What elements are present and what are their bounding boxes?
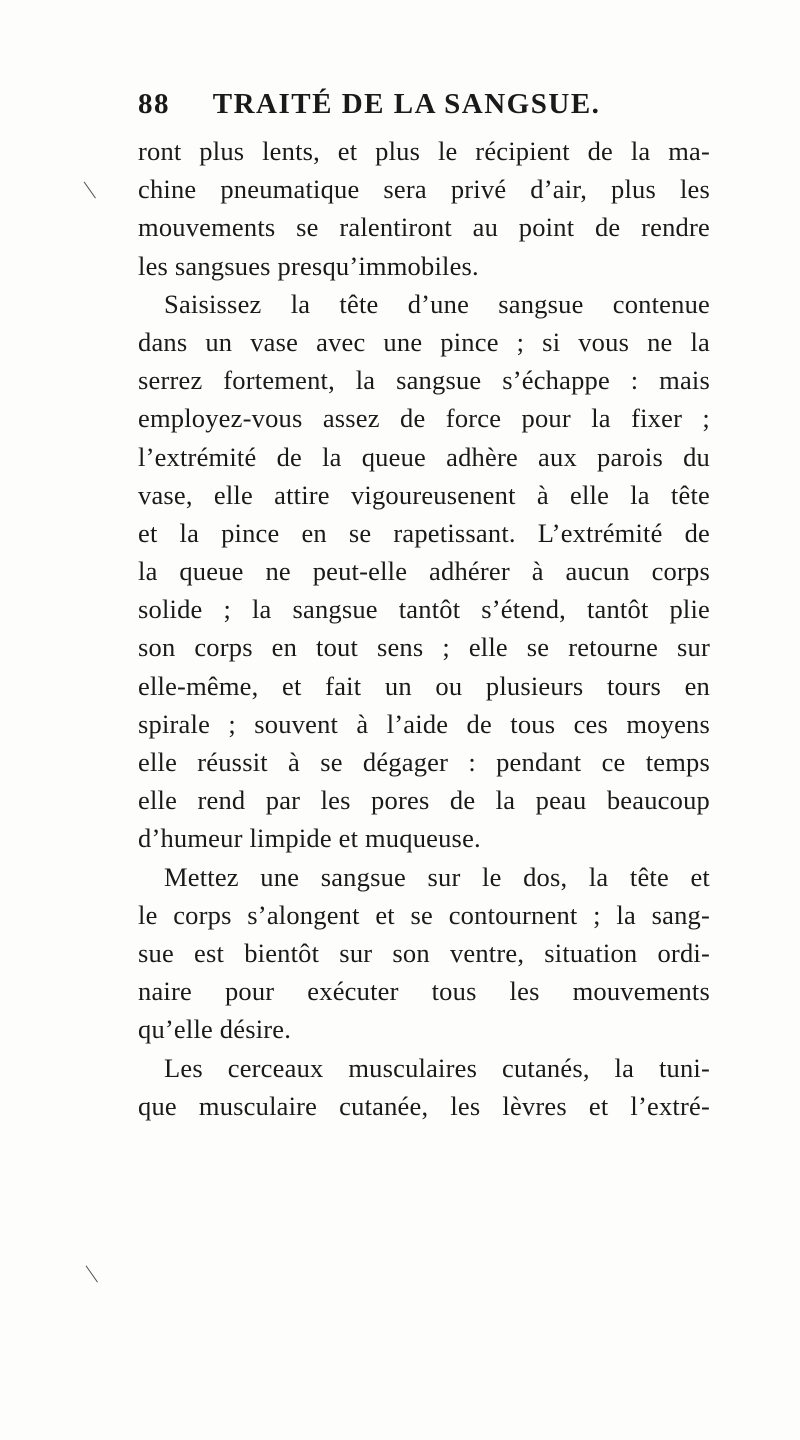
text-line: l’extrémité de la queue adhère aux parois du [138,441,710,472]
text-line: que musculaire cutanée, les lèvres et l’extré- [138,1090,710,1121]
text-line: mouvements se ralentiront au point de rendre [138,212,710,243]
margin-mark [86,1258,110,1283]
text-line: serrez fortement, la sangsue s’échappe : mais [138,365,710,396]
text-line: son corps en tout sens ; elle se retourne sur [138,632,710,663]
text-line: et la pince en se rapetissant. L’extrémité de [138,517,710,548]
text-line: vase, elle attire vigoureusenent à elle la tête [138,479,710,510]
text-line: dans un vase avec une pince ; si vous ne la [138,326,710,357]
text-line: la queue ne peut-elle adhérer à aucun corps [138,556,710,587]
text-line: elle-même, et fait un ou plusieurs tours en [138,670,710,701]
text-line: spirale ; souvent à l’aide de tous ces moyens [138,708,710,739]
text-line: solide ; la sangsue tantôt s’étend, tantôt plie [138,594,710,625]
body-text [138,132,710,1125]
margin-mark [84,174,108,199]
text-line: Les cerceaux musculaires cutanés, la tuni- [164,1052,710,1083]
text-line: les sangsues presqu’immobiles. [138,250,479,281]
text-line: ront plus lents, et plus le récipient de la ma- [138,136,710,166]
text-line: elle réussit à se dégager : pendant ce temps [138,747,710,777]
text-line: le corps s’alongent et se contournent ; la sang- [138,899,710,930]
running-title: TRAITÉ DE LA SANGSUE. [212,88,601,120]
text-line: Mettez une sangsue sur le dos, la tête et [164,861,710,892]
text-line: chine pneumatique sera privé d’air, plus les [138,174,710,205]
text-line: elle rend par les pores de la peau beaucoup [138,785,710,816]
text-line: qu’elle désire. [138,1014,292,1045]
text-line: sue est bientôt sur son ventre, situation ordi- [138,937,710,968]
text-line: Saisissez la tête d’une sangsue contenue [164,288,710,319]
text-line: d’humeur limpide et muqueuse. [138,823,481,854]
text-line: naire pour exécuter tous les mouvements [138,976,710,1007]
text-line: employez-vous assez de force pour la fixer ; [138,403,710,434]
page-number: 88 [138,88,170,120]
running-head [138,88,718,128]
